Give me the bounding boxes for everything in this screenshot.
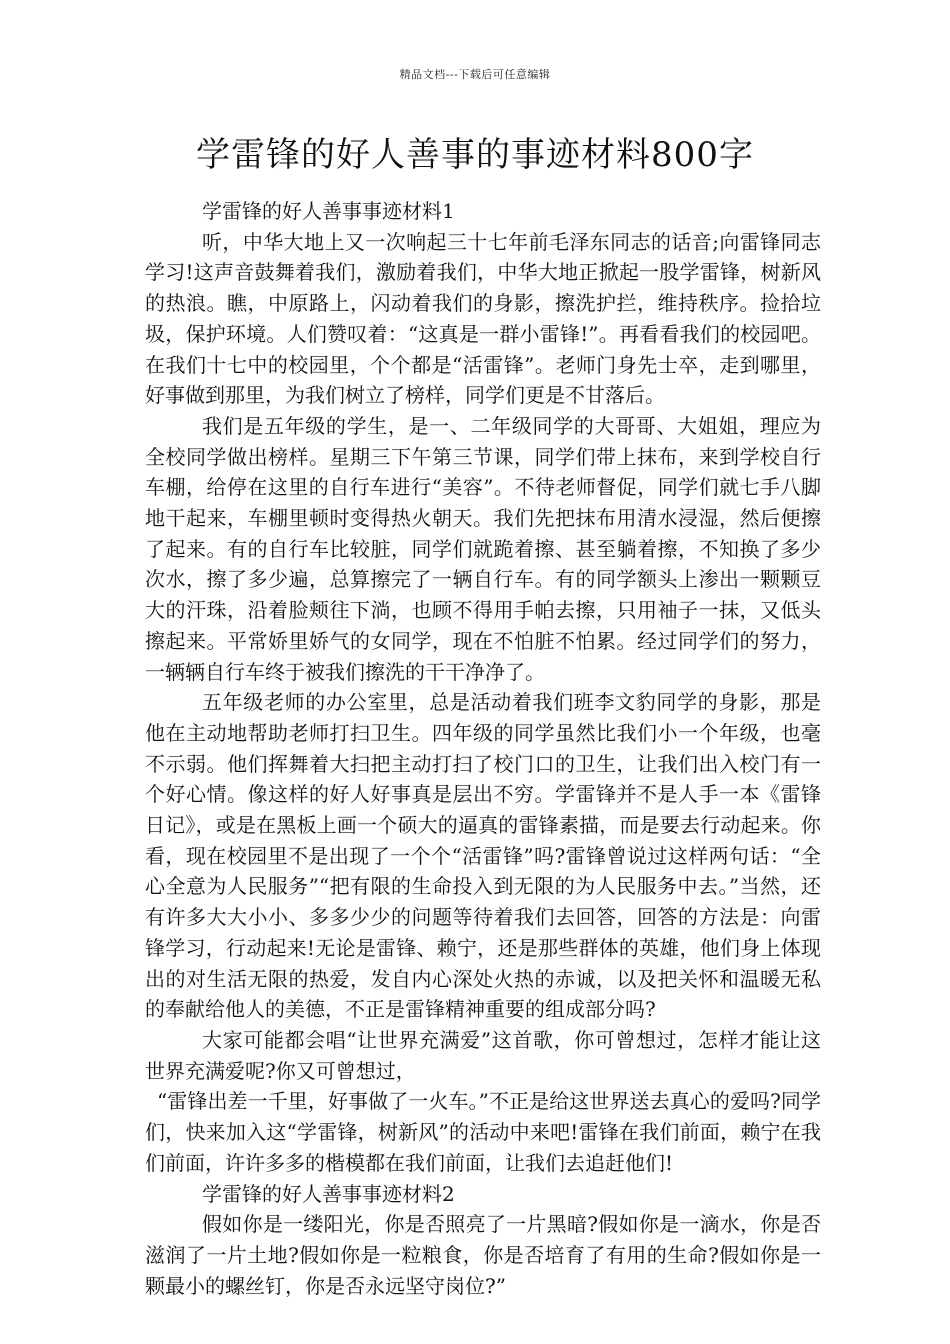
document-body — [145, 196, 821, 1301]
paragraph-5: “雷锋出差一千里，好事做了一火车。”不正是给这世界送去真心的爱吗?同学们，快来加入这“学雷锋，树新风”的活动中来吧!雷锋在我们前面，赖宁在我们前面，许许多多的楷模都在我们前面，让我们去追赶他们! — [145, 1089, 821, 1175]
section-heading-1: 学雷锋的好人善事事迹材料1 — [202, 199, 455, 223]
header-note: 精品文档---下载后可任意编辑 — [399, 68, 551, 81]
paragraph-6: 假如你是一缕阳光，你是否照亮了一片黑暗?假如你是一滴水，你是否滋润了一片土地?假如你是一粒粮食，你是否培育了有用的生命?假如你是一颗最小的螺丝钉，你是否永远坚守岗位?” — [145, 1212, 821, 1298]
paragraph-2: 我们是五年级的学生，是一、二年级同学的大哥哥、大姐姐，理应为全校同学做出榜样。星期三下午第三节课，同学们带上抹布，来到学校自行车棚，给停在这里的自行车进行“美容”。不待老师督促，同学们就七手八脚地干起来，车棚里顿时变得热火朝天。我们先把抹布用清水浸湿，然后便擦了起来。有的自行车比较脏，同学们就跪着擦、甚至躺着擦，不知换了多少次水，擦了多少遍，总算擦完了一辆自行车。有的同学额头上渗出一颗颗豆大的汗珠，沿着脸颊往下淌，也顾不得用手帕去擦，只用袖子一抹，又低头擦起来。平常娇里娇气的女同学，现在不怕脏不怕累。经过同学们的努力，一辆辆自行车终于被我们擦洗的干干净净了。 — [145, 413, 821, 684]
paragraph-1: 听，中华大地上又一次响起三十七年前毛泽东同志的话音;向雷锋同志学习!这声音鼓舞着我们，激励着我们，中华大地正掀起一股学雷锋，树新风的热浪。瞧，中原路上，闪动着我们的身影，擦洗护拦，维持秩序。捡拾垃圾，保护环境。人们赞叹着：“这真是一群小雷锋!”。再看看我们的校园吧。在我们十七中的校园里，个个都是“活雷锋”。老师门身先士卒，走到哪里，好事做到那里，为我们树立了榜样，同学们更是不甘落后。 — [145, 229, 821, 408]
paragraph-4: 大家可能都会唱“让世界充满爱”这首歌，你可曾想过，怎样才能让这世界充满爱呢?你又可曾想过， — [145, 1027, 821, 1083]
paragraph-3: 五年级老师的办公室里，总是活动着我们班李文豹同学的身影，那是他在主动地帮助老师打扫卫生。四年级的同学虽然比我们小一个年级，也毫不示弱。他们挥舞着大扫把主动打扫了校门口的卫生，让我们出入校门有一个好心情。像这样的好人好事真是层出不穷。学雷锋并不是人手一本《雷锋日记》，或是在黑板上画一个硕大的逼真的雷锋素描，而是要去行动起来。你看，现在校园里不是出现了一个个“活雷锋”吗?雷锋曾说过这样两句话：“全心全意为人民服务”“把有限的生命投入到无限的为人民服务中去。”当然，还有许多大大小小、多多少少的问题等待着我们去回答，回答的方法是：向雷锋学习，行动起来!无论是雷锋、赖宁，还是那些群体的英雄，他们身上体现出的对生活无限的热爱，发自内心深处火热的赤诚，以及把关怀和温暖无私的奉献给他人的美德，不正是雷锋精神重要的组成部分吗? — [145, 690, 821, 1022]
document-title: 学雷锋的好人善事的事迹材料800字 — [196, 135, 754, 175]
section-heading-2: 学雷锋的好人善事事迹材料2 — [202, 1181, 455, 1206]
